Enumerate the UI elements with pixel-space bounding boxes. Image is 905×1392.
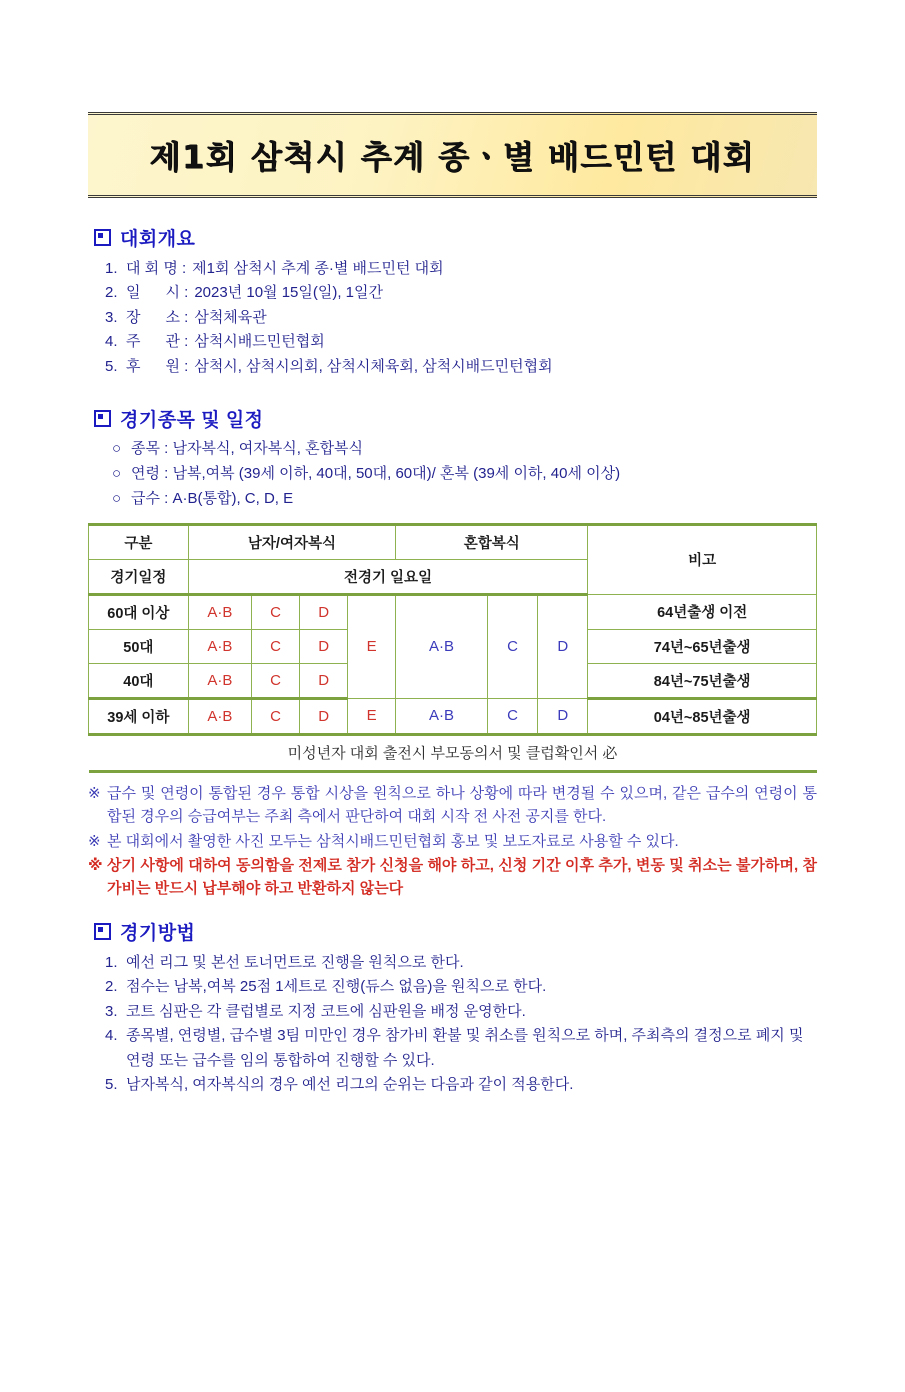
spacer <box>88 198 817 224</box>
list-item <box>88 281 817 305</box>
note-text: 본 대회에서 촬영한 사진 모두는 삼척시배드민턴협회 홍보 및 보도자료로 사용할 수 있다. <box>107 832 679 850</box>
reference-mark-icon: ※ <box>88 832 101 850</box>
cell-grade-e-merged: E <box>348 594 396 698</box>
list-item <box>88 462 817 487</box>
list-marker: 5. <box>105 1076 118 1093</box>
cell-grade-d: D <box>300 594 348 629</box>
title-banner <box>88 112 817 198</box>
list-item <box>88 1073 817 1097</box>
table-footer-row <box>89 734 817 771</box>
header-schedule-value: 전경기 일요일 <box>188 559 588 594</box>
cell-grade-ab: A·B <box>188 594 251 629</box>
list-text: 삼척시, 삼척시의회, 삼척시체육회, 삼척시배드민턴협회 <box>194 357 553 375</box>
section-title-overview: 대회개요 <box>120 229 196 250</box>
events-list <box>88 437 817 512</box>
cell-mixed-d: D <box>538 698 588 734</box>
cell-remark: 84년~75년출생 <box>588 663 817 698</box>
cell-mixed-ab-merged: A·B <box>396 594 488 698</box>
cell-grade-d: D <box>300 663 348 698</box>
schedule-table <box>88 523 817 773</box>
cell-remark: 04년~85년출생 <box>588 698 817 734</box>
document-page <box>0 112 905 1392</box>
list-item <box>88 437 817 462</box>
reference-mark-icon: ※ <box>88 784 101 802</box>
list-item <box>88 975 817 999</box>
cell-age-group: 50대 <box>89 629 189 663</box>
list-marker: 1. <box>105 260 118 277</box>
header-mens-womens-doubles: 남자/여자복식 <box>188 524 395 559</box>
cell-mixed-c: C <box>487 698 537 734</box>
list-item <box>88 306 817 330</box>
list-text: 점수는 남복,여복 25점 1세트로 진행(듀스 없음)을 원칙으로 한다. <box>126 978 547 996</box>
table-row <box>89 594 817 629</box>
list-label: 장 소 : <box>126 308 189 326</box>
table-row <box>89 698 817 734</box>
list-text: 남자복식, 여자복식의 경우 예선 리그의 순위는 다음과 같이 적용한다. <box>126 1076 574 1093</box>
cell-remark: 64년출생 이전 <box>588 594 817 629</box>
cell-age-group: 60대 이상 <box>89 594 189 629</box>
method-list <box>88 951 817 1098</box>
square-bullet-icon <box>94 410 111 427</box>
spacer <box>88 902 817 918</box>
list-text: 종목 : 남자복식, 여자복식, 혼합복식 <box>131 440 364 458</box>
reference-mark-icon: ※ <box>88 857 103 875</box>
circle-bullet-icon: ○ <box>112 440 122 458</box>
note-item-warning <box>88 854 817 901</box>
note-item <box>88 830 817 853</box>
list-item <box>88 487 817 512</box>
list-marker: 2. <box>105 978 118 996</box>
list-marker: 1. <box>105 953 118 971</box>
page-title: 제1회 삼척시 추계 종ㆍ별 배드민턴 대회 <box>149 138 756 176</box>
circle-bullet-icon: ○ <box>112 489 122 507</box>
header-mixed-doubles: 혼합복식 <box>396 524 588 559</box>
list-item <box>88 1000 817 1024</box>
table-footer-note: 미성년자 대회 출전시 부모동의서 및 클럽확인서 必 <box>89 734 817 771</box>
cell-age-group: 40대 <box>89 663 189 698</box>
cell-grade-c: C <box>252 663 300 698</box>
square-bullet-icon <box>94 229 111 246</box>
cell-remark: 74년~65년출생 <box>588 629 817 663</box>
spacer <box>88 379 817 405</box>
list-text: 급수 : A·B(통합), C, D, E <box>131 489 294 507</box>
list-text: 제1회 삼척시 추계 종·별 배드민턴 대회 <box>192 260 444 277</box>
section-title-method: 경기방법 <box>120 922 196 944</box>
list-marker: 3. <box>105 1002 118 1020</box>
list-text: 2023년 10월 15일(일), 1일간 <box>194 284 384 302</box>
notes-block <box>88 782 817 901</box>
note-text: 급수 및 연령이 통합된 경우 통합 시상을 원칙으로 하나 상황에 따라 변경될 수 있으며, 같은 급수의 연령이 통합된 경우의 승급여부는 주최 측에서 판단하여 대회 시작 전 사전 공지를 한다. <box>107 784 817 826</box>
list-text: 종목별, 연령별, 급수별 3팀 미만인 경우 참가비 환불 및 취소를 원칙으로 하며, 주최측의 결정으로 폐지 및 연령 또는 급수를 임의 통합하여 진행할 수 있다. <box>126 1027 804 1069</box>
section-heading-method <box>94 918 817 945</box>
cell-grade-d: D <box>300 698 348 734</box>
header-schedule-label: 경기일정 <box>89 559 189 594</box>
list-label: 주 관 : <box>126 333 189 351</box>
cell-grade-c: C <box>252 594 300 629</box>
cell-grade-ab: A·B <box>188 629 251 663</box>
cell-grade-e: E <box>348 698 396 734</box>
list-label: 대 회 명 : <box>126 260 187 277</box>
cell-mixed-d-merged: D <box>538 594 588 698</box>
list-text: 삼척시배드민턴협회 <box>194 333 325 351</box>
note-text-warning: 상기 사항에 대하여 동의함을 전제로 참가 신청을 해야 하고, 신청 기간 이후 추가, 변동 및 취소는 불가하며, 참가비는 반드시 납부해야 하고 반환하지 않는다 <box>107 857 817 898</box>
section-heading-events <box>94 405 817 432</box>
list-item <box>88 355 817 379</box>
list-marker: 4. <box>105 333 118 351</box>
list-label: 후 원 : <box>126 357 189 375</box>
header-division: 구분 <box>89 524 189 559</box>
circle-bullet-icon: ○ <box>112 465 122 483</box>
list-item <box>88 1024 817 1073</box>
overview-list <box>88 257 817 379</box>
list-item <box>88 951 817 975</box>
cell-grade-c: C <box>252 629 300 663</box>
note-item <box>88 782 817 829</box>
list-item <box>88 330 817 354</box>
cell-mixed-ab: A·B <box>396 698 488 734</box>
list-item <box>88 257 817 281</box>
list-text: 연령 : 남복,여복 (39세 이하, 40대, 50대, 60대)/ 혼복 (39세 이하, 40세 이상) <box>131 465 621 483</box>
table-header-row-1 <box>89 524 817 559</box>
list-text: 예선 리그 및 본선 토너먼트로 진행을 원칙으로 한다. <box>126 953 464 971</box>
list-label: 일 시 : <box>126 284 189 302</box>
cell-grade-ab: A·B <box>188 663 251 698</box>
section-title-events: 경기종목 및 일정 <box>120 410 264 432</box>
section-heading-overview <box>94 224 817 251</box>
list-marker: 3. <box>105 308 118 326</box>
list-text: 코트 심판은 각 클럽별로 지정 코트에 심판원을 배정 운영한다. <box>126 1002 526 1020</box>
list-marker: 4. <box>105 1027 118 1045</box>
cell-grade-c: C <box>252 698 300 734</box>
list-text: 삼척체육관 <box>194 308 267 326</box>
list-marker: 2. <box>105 284 118 302</box>
cell-mixed-c-merged: C <box>487 594 537 698</box>
cell-grade-ab: A·B <box>188 698 251 734</box>
cell-grade-d: D <box>300 629 348 663</box>
header-remark: 비고 <box>588 524 817 594</box>
square-bullet-icon <box>94 923 111 940</box>
list-marker: 5. <box>105 357 118 375</box>
cell-age-group: 39세 이하 <box>89 698 189 734</box>
